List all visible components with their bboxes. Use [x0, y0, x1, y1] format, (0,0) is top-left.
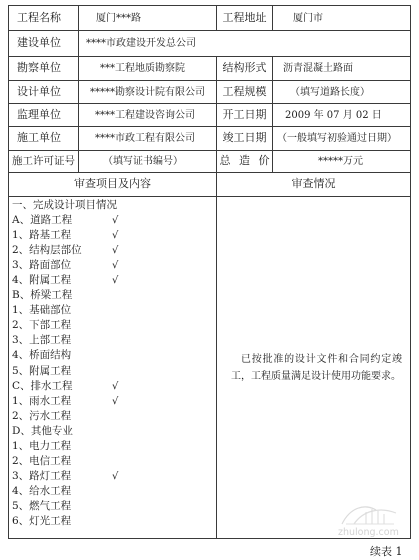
permit-label: 施工许可证号 [9, 151, 79, 173]
project-name-value: 厦门***路 [79, 6, 217, 31]
completion-date-label: 竣工日期 [217, 127, 273, 151]
check-mark-icon: √ [112, 470, 119, 482]
review-items-cell [9, 197, 217, 539]
review-item-text: 2、结构层部位 [12, 244, 82, 257]
owner-value: ****市政建设开发总公司 [79, 31, 411, 57]
start-date-label: 开工日期 [217, 104, 273, 127]
scale-value: （填写道路长度） [273, 81, 411, 104]
start-date-value: 2009 年 07 月 02 日 [273, 104, 411, 127]
review-result-line: 已按批准的设计文件和合同约定竣 [241, 353, 402, 365]
project-acceptance-form [8, 5, 411, 539]
review-item-text: 3、上部工程 [12, 334, 72, 347]
review-item [12, 348, 216, 363]
review-item [12, 424, 216, 439]
review-item [12, 409, 216, 424]
review-item [12, 439, 216, 454]
review-items-list [12, 198, 216, 529]
row-project-name [9, 6, 411, 31]
watermark [338, 500, 404, 538]
review-item-text: 4、桥面结构 [12, 349, 72, 362]
row-permit [9, 151, 411, 173]
check-mark-icon: √ [112, 380, 119, 392]
review-item-text: 1、电力工程 [12, 439, 72, 452]
review-item-text: 2、电信工程 [12, 454, 72, 467]
completion-date-value: （一般填写初验通过日期） [273, 127, 411, 151]
structure-value: 沥青混凝土路面 [273, 57, 411, 81]
review-item [12, 198, 216, 213]
review-item [12, 243, 216, 258]
review-result-header: 审查情况 [217, 173, 411, 197]
review-item [12, 318, 216, 333]
row-review-header [9, 173, 411, 197]
watermark-text: zhulong.com [338, 527, 399, 538]
total-cost-label: 总 造 价 [217, 151, 273, 173]
review-item [12, 394, 216, 409]
check-mark-icon: √ [112, 395, 119, 407]
review-item [12, 499, 216, 514]
supervisor-value: ****工程建设咨询公司 [79, 104, 217, 127]
review-item-text: 4、附属工程 [12, 274, 72, 287]
continuation-label: 续表 1 [370, 545, 403, 558]
review-item [12, 258, 216, 273]
review-item [12, 228, 216, 243]
review-item [12, 273, 216, 288]
permit-value: （填写证书编号） [79, 151, 217, 173]
scale-label: 工程规模 [217, 81, 273, 104]
project-address-value: 厦门市 [273, 6, 411, 31]
row-survey [9, 57, 411, 81]
survey-value: ***工程地质勘察院 [79, 57, 217, 81]
review-item [12, 333, 216, 348]
review-item-text: 5、附属工程 [12, 364, 72, 377]
check-mark-icon: √ [112, 275, 119, 287]
review-result-cell [217, 197, 411, 539]
review-item-text: 一、完成设计项目情况 [12, 199, 117, 211]
structure-label: 结构形式 [217, 57, 273, 81]
review-item-text: 3、路灯工程 [12, 469, 72, 482]
contractor-value: ****市政工程有限公司 [79, 127, 217, 151]
review-item [12, 484, 216, 499]
review-item-text: A、道路工程 [12, 214, 73, 227]
review-item [12, 514, 216, 529]
design-value: *****勘察设计院有限公司 [79, 81, 217, 104]
review-item-text: 5、燃气工程 [12, 499, 72, 512]
review-item-text: C、排水工程 [12, 379, 73, 392]
review-item [12, 454, 216, 469]
check-mark-icon: √ [112, 260, 119, 272]
supervisor-label: 监理单位 [9, 104, 79, 127]
review-item-text: 1、路基工程 [12, 229, 72, 242]
review-item [12, 288, 216, 303]
check-mark-icon: √ [112, 230, 119, 242]
row-supervisor [9, 104, 411, 127]
survey-label: 勘察单位 [9, 57, 79, 81]
review-item [12, 379, 216, 394]
review-item-text: 1、基础部位 [12, 304, 72, 317]
review-item-text: B、桥梁工程 [12, 289, 73, 302]
review-item-text: 2、下部工程 [12, 319, 72, 332]
review-item-text: 6、灯光工程 [12, 514, 72, 527]
row-review-body [9, 197, 411, 539]
review-item [12, 364, 216, 379]
review-items-header: 审查项目及内容 [9, 173, 217, 197]
review-item-text: 3、路面部位 [12, 259, 72, 272]
project-name-label: 工程名称 [9, 6, 79, 31]
review-item-text: D、其他专业 [12, 424, 73, 437]
review-item-text: 2、污水工程 [12, 409, 72, 422]
contractor-label: 施工单位 [9, 127, 79, 151]
review-item [12, 303, 216, 318]
review-item [12, 213, 216, 228]
design-label: 设计单位 [9, 81, 79, 104]
check-mark-icon: √ [112, 215, 119, 227]
check-mark-icon: √ [112, 245, 119, 257]
row-owner [9, 31, 411, 57]
project-address-label: 工程地址 [217, 6, 273, 31]
review-result-line: 工，工程质量满足设计使用功能要求。 [231, 370, 401, 382]
review-item-text: 4、给水工程 [12, 484, 72, 497]
review-item [12, 469, 216, 484]
row-contractor [9, 127, 411, 151]
row-design [9, 81, 411, 104]
total-cost-value: *****万元 [273, 151, 411, 173]
watermark-logo-icon [338, 500, 400, 526]
owner-label: 建设单位 [9, 31, 79, 57]
review-item-text: 1、雨水工程 [12, 394, 72, 407]
